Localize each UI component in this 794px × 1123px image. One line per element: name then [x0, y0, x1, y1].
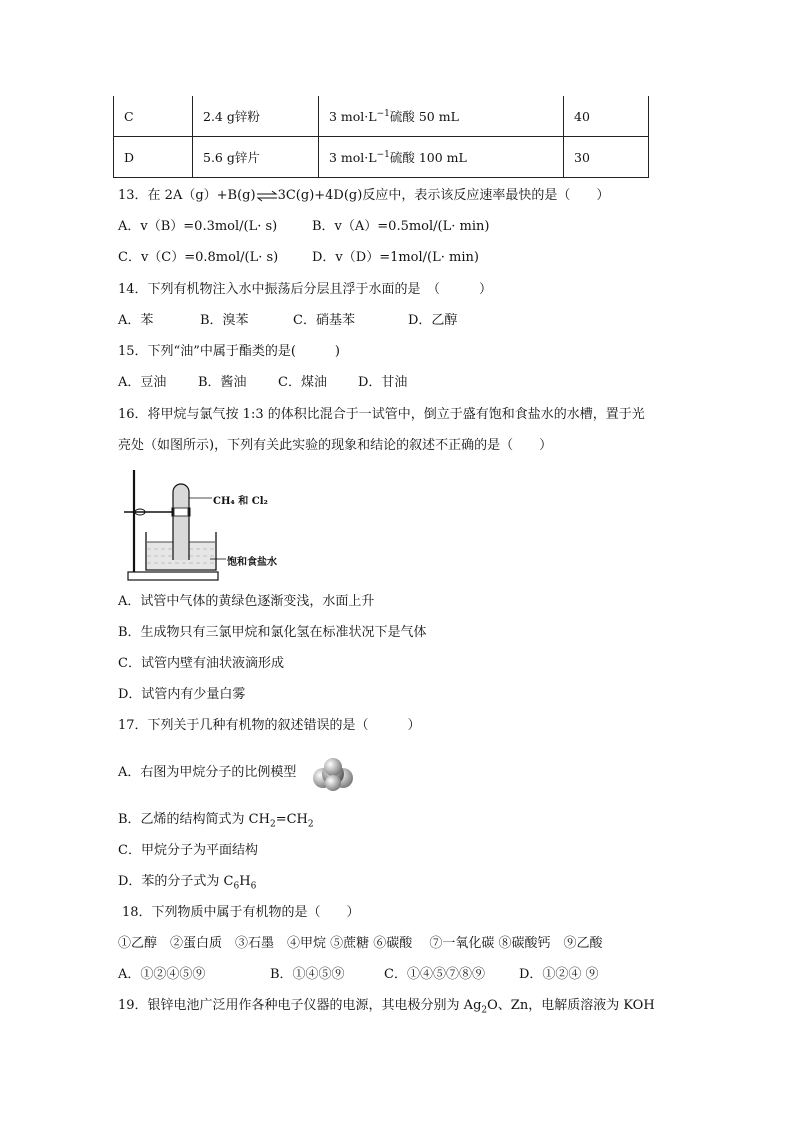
q18-option-a: A．①②④⑤⑨: [118, 967, 206, 982]
q14-option-b: B．溴苯: [200, 313, 249, 328]
figure-label-brine: 饱和食盐水: [227, 557, 277, 568]
methane-spacefill-icon: [312, 757, 354, 791]
q17-option-d: D．苯的分子式为 $C_6H_6$: [118, 874, 257, 892]
q18-option-c: C．①④⑤⑦⑧⑨: [384, 967, 485, 982]
q14-stem: 14．下列有机物注入水中振荡后分层且浮于水面的是 （ ）: [118, 282, 493, 297]
q13-stem: 13．在 2A（g）+B(g) 3C(g)+4D(g)反应中，表示该反应速率最快的是（ ）: [118, 188, 610, 203]
q18-items: ①乙醇 ②蛋白质 ③石墨 ④甲烷 ⑤蔗糖 ⑥碳酸 ⑦一氧化碳 ⑧碳酸钙 ⑨乙酸: [118, 936, 603, 951]
table-cell: 3 $mol\cdot L^{-1}$硫酸 50 mL: [319, 96, 564, 137]
experiment-table: [113, 96, 649, 178]
q18-stem: 18．下列物质中属于有机物的是（ ）: [122, 905, 360, 920]
equilibrium-arrow-icon: [256, 190, 278, 202]
q19-stem: 19．银锌电池广泛用作各种电子仪器的电源，其电极分别为 $Ag_2O$、Zn，电解质溶液为 KOH: [118, 998, 655, 1016]
q15-option-a: A．豆油: [118, 375, 167, 390]
q13-option-a: A．v（B）=0.3mol/(L· s): [118, 219, 278, 234]
q15-option-c: C．煤油: [278, 375, 327, 390]
q16-option-a: A．试管中气体的黄绿色逐渐变浅，水面上升: [118, 594, 375, 609]
q17-option-a: A．右图为甲烷分子的比例模型: [118, 765, 297, 780]
table-cell: C: [114, 96, 193, 137]
q16-option-b: B．生成物只有三氯甲烷和氯化氢在标准状况下是气体: [118, 625, 427, 640]
q16-stem-line1: 16．将甲烷与氯气按 1:3 的体积比混合于一试管中，倒立于盛有饱和食盐水的水槽，置于光: [118, 407, 645, 422]
q13-option-b: B．v（A）=0.5mol/(L· min): [312, 219, 490, 234]
q17-option-c: C．甲烷分子为平面结构: [118, 843, 258, 858]
table-row: [114, 137, 649, 178]
table-cell: 5.6 g锌片: [193, 137, 319, 178]
q16-stem-line2: 亮处（如图所示)，下列有关此实验的现象和结论的叙述不正确的是（ ）: [118, 438, 553, 453]
figure-label-gas: CH₄ 和 Cl₂: [213, 496, 268, 507]
q16-option-c: C．试管内壁有油状液滴形成: [118, 656, 284, 671]
table-cell: 2.4 g锌粉: [193, 96, 319, 137]
q15-stem: 15．下列“油”中属于酯类的是( ): [118, 344, 340, 359]
q13-option-d: D．v（D）=1mol/(L· min): [312, 250, 479, 265]
table-cell: D: [114, 137, 193, 178]
table-cell: 40: [564, 96, 649, 137]
q14-option-d: D．乙醇: [408, 313, 458, 328]
q18-option-d: D．①②④ ⑨: [519, 967, 599, 982]
q17-stem: 17．下列关于几种有机物的叙述错误的是（ ）: [118, 718, 421, 733]
q18-option-b: B．①④⑤⑨: [270, 967, 345, 982]
q15-option-b: B．酱油: [198, 375, 247, 390]
table-row: [114, 96, 649, 137]
table-cell: 3 $mol\cdot L^{-1}$硫酸 100 mL: [319, 137, 564, 178]
q15-option-d: D．甘油: [358, 375, 408, 390]
q17-option-b: B．乙烯的结构简式为 $CH_2=CH_2$: [118, 812, 314, 830]
apparatus-figure: [120, 462, 290, 584]
table-cell: 30: [564, 137, 649, 178]
methane-model-image: [312, 757, 354, 795]
q14-option-a: A．苯: [118, 313, 154, 328]
q16-option-d: D．试管内有少量白雾: [118, 687, 246, 702]
q13-option-c: C．v（C）=0.8mol/(L· s): [118, 250, 279, 265]
q14-option-c: C．硝基苯: [293, 313, 355, 328]
